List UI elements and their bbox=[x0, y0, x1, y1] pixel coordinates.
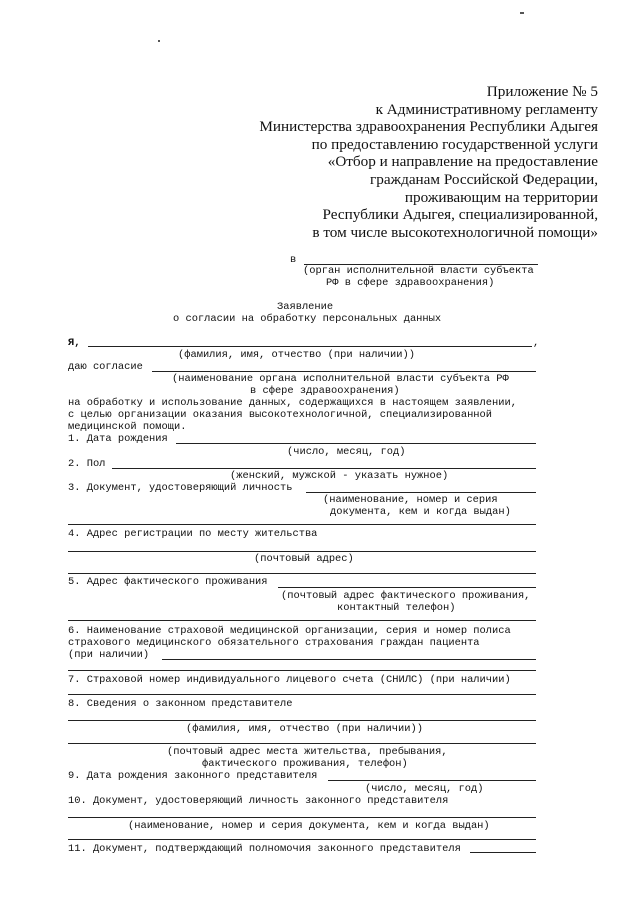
actual-address-hint: контактный телефон) bbox=[337, 602, 456, 614]
header-line: проживающим на территории bbox=[404, 188, 598, 206]
statement-subtitle: о согласии на обработку персональных данных bbox=[173, 313, 442, 325]
id-document-field[interactable] bbox=[306, 492, 536, 493]
purpose-text: медицинской помощи. bbox=[68, 421, 187, 433]
insurance-label: страхового медицинского обязательного страхования граждан пациента bbox=[68, 637, 480, 649]
document-header bbox=[259, 83, 598, 241]
id-document-hint: (наименование, номер и серия bbox=[323, 494, 498, 506]
consent-label: даю согласие bbox=[68, 361, 143, 373]
snils-label: 7. Страховой номер индивидуального лицевого счета (СНИЛС) (при наличии) bbox=[68, 674, 511, 686]
scan-mark bbox=[158, 40, 160, 42]
birthdate-hint: (число, месяц, год) bbox=[287, 446, 406, 458]
header-line: гражданам Российской Федерации, bbox=[370, 170, 598, 188]
representative-authority-field[interactable] bbox=[470, 852, 536, 853]
sex-label: 2. Пол bbox=[68, 458, 106, 470]
representative-id-label: 10. Документ, удостоверяющий личность законного представителя bbox=[68, 795, 449, 807]
ya-label: Я, bbox=[68, 337, 81, 349]
sex-field[interactable] bbox=[112, 468, 536, 469]
representative-id-field[interactable] bbox=[68, 817, 536, 818]
insurance-label: 6. Наименование страховой медицинской организации, серия и номер полиса bbox=[68, 625, 511, 637]
representative-birthdate-hint: (число, месяц, год) bbox=[365, 783, 484, 795]
registration-address-field[interactable] bbox=[68, 551, 536, 552]
header-line: «Отбор и направление на предоставление bbox=[327, 153, 598, 171]
actual-address-label: 5. Адрес фактического проживания bbox=[68, 576, 268, 588]
header-line: Республики Адыгея, специализированной, bbox=[322, 206, 598, 224]
statement-title: Заявление bbox=[277, 301, 334, 313]
registration-address-hint: (почтовый адрес) bbox=[254, 553, 354, 565]
representative-fio-hint: (фамилия, имя, отчество (при наличии)) bbox=[186, 723, 423, 735]
consent-organ-hint: в сфере здравоохранения) bbox=[250, 385, 400, 397]
header-line: к Административному регламенту bbox=[375, 100, 598, 118]
snils-field[interactable] bbox=[68, 694, 536, 695]
addressee-hint: РФ в сфере здравоохранения) bbox=[326, 277, 495, 289]
header-line: Министерства здравоохранения Республики Адыгея bbox=[259, 118, 598, 136]
fio-field[interactable] bbox=[88, 346, 532, 347]
id-document-field-2[interactable] bbox=[68, 524, 536, 525]
id-document-hint: документа, кем и когда выдан) bbox=[330, 506, 511, 518]
sex-hint: (женский, мужской - указать нужное) bbox=[230, 470, 449, 482]
actual-address-field[interactable] bbox=[278, 587, 536, 588]
representative-birthdate-field[interactable] bbox=[328, 780, 536, 781]
header-line: Приложение № 5 bbox=[486, 83, 598, 100]
registration-address-label: 4. Адрес регистрации по месту жительства bbox=[68, 528, 318, 540]
birthdate-field[interactable] bbox=[176, 443, 536, 444]
actual-address-field-2[interactable] bbox=[68, 620, 536, 621]
actual-address-hint: (почтовый адрес фактического проживания, bbox=[281, 590, 531, 602]
consent-organ-hint: (наименование органа исполнительной власти субъекта РФ bbox=[172, 373, 509, 385]
insurance-field[interactable] bbox=[162, 659, 536, 660]
fio-hint: (фамилия, имя, отчество (при наличии)) bbox=[178, 349, 415, 361]
addressee-hint: (орган исполнительной власти субъекта bbox=[303, 265, 534, 277]
representative-label: 8. Сведения о законном представителе bbox=[68, 698, 293, 710]
scan-mark bbox=[520, 12, 524, 14]
consent-organ-field[interactable] bbox=[152, 371, 536, 372]
purpose-text: на обработку и использование данных, содержащихся в настоящем заявлении, bbox=[68, 397, 517, 409]
addressee-prefix: в bbox=[290, 254, 297, 266]
registration-address-field-2[interactable] bbox=[68, 573, 536, 574]
insurance-label: (при наличии) bbox=[68, 649, 150, 661]
representative-birthdate-label: 9. Дата рождения законного представителя bbox=[68, 770, 318, 782]
representative-address-field[interactable] bbox=[68, 743, 536, 744]
representative-id-hint: (наименование, номер и серия документа, кем и когда выдан) bbox=[128, 820, 490, 832]
representative-id-field-2[interactable] bbox=[68, 839, 536, 840]
insurance-field-2[interactable] bbox=[68, 670, 536, 671]
birthdate-label: 1. Дата рождения bbox=[68, 433, 168, 445]
header-line: в том числе высокотехнологичной помощи» bbox=[312, 223, 598, 241]
representative-address-hint: фактического проживания, телефон) bbox=[202, 758, 408, 770]
id-document-label: 3. Документ, удостоверяющий личность bbox=[68, 482, 293, 494]
representative-address-hint: (почтовый адрес места жительства, пребывания, bbox=[167, 746, 448, 758]
representative-fio-field[interactable] bbox=[68, 720, 536, 721]
purpose-text: с целью организации оказания высокотехнологичной, специализированной bbox=[68, 409, 493, 421]
representative-authority-label: 11. Документ, подтверждающий полномочия законного представителя bbox=[68, 843, 461, 855]
ya-comma: , bbox=[533, 337, 540, 349]
header-line: по предоставлению государственной услуги bbox=[311, 135, 598, 153]
